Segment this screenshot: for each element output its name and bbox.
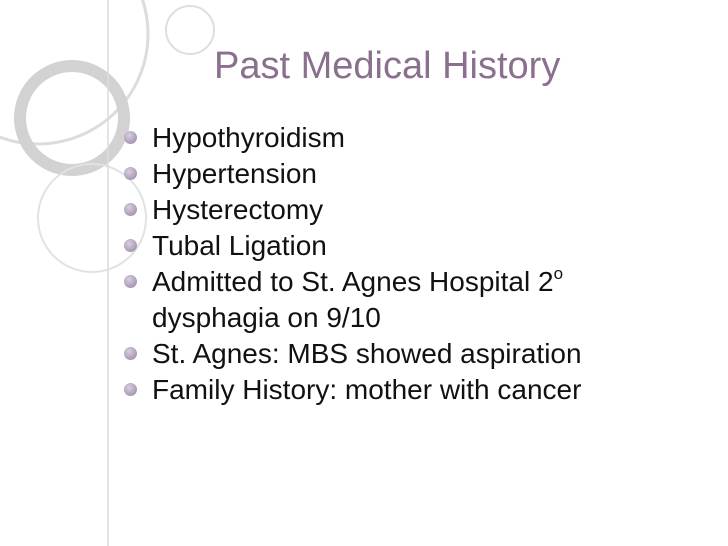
bullet-icon <box>124 275 137 288</box>
bullet-item <box>118 228 698 264</box>
bullet-icon <box>124 167 137 180</box>
bullet-text: Family History: mother with cancer <box>152 374 582 405</box>
ring-small <box>166 6 214 54</box>
bullet-text: Tubal Ligation <box>152 230 327 261</box>
bullet-item <box>118 372 698 408</box>
bullet-icon <box>124 203 137 216</box>
bullet-text: Admitted to St. Agnes Hospital 2 <box>152 266 554 297</box>
bullet-item <box>118 120 698 156</box>
bullet-item <box>118 336 698 372</box>
bullet-text: Hysterectomy <box>152 194 324 225</box>
bullet-icon <box>124 131 137 144</box>
bullet-item <box>118 264 698 336</box>
bullet-item <box>118 192 698 228</box>
bullet-text: Hypothyroidism <box>152 122 345 153</box>
degree-superscript: o <box>553 264 564 283</box>
slide-title: Past Medical History <box>214 45 561 87</box>
bullet-text: Hypertension <box>152 158 317 189</box>
bullet-icon <box>124 383 137 396</box>
bullet-item <box>118 156 698 192</box>
bullet-icon <box>124 239 137 252</box>
bullet-text: St. Agnes: MBS showed aspiration <box>152 338 582 369</box>
bullet-list <box>118 120 698 408</box>
bullet-icon <box>124 347 137 360</box>
bullet-text-continued: dysphagia on 9/10 <box>152 302 381 333</box>
